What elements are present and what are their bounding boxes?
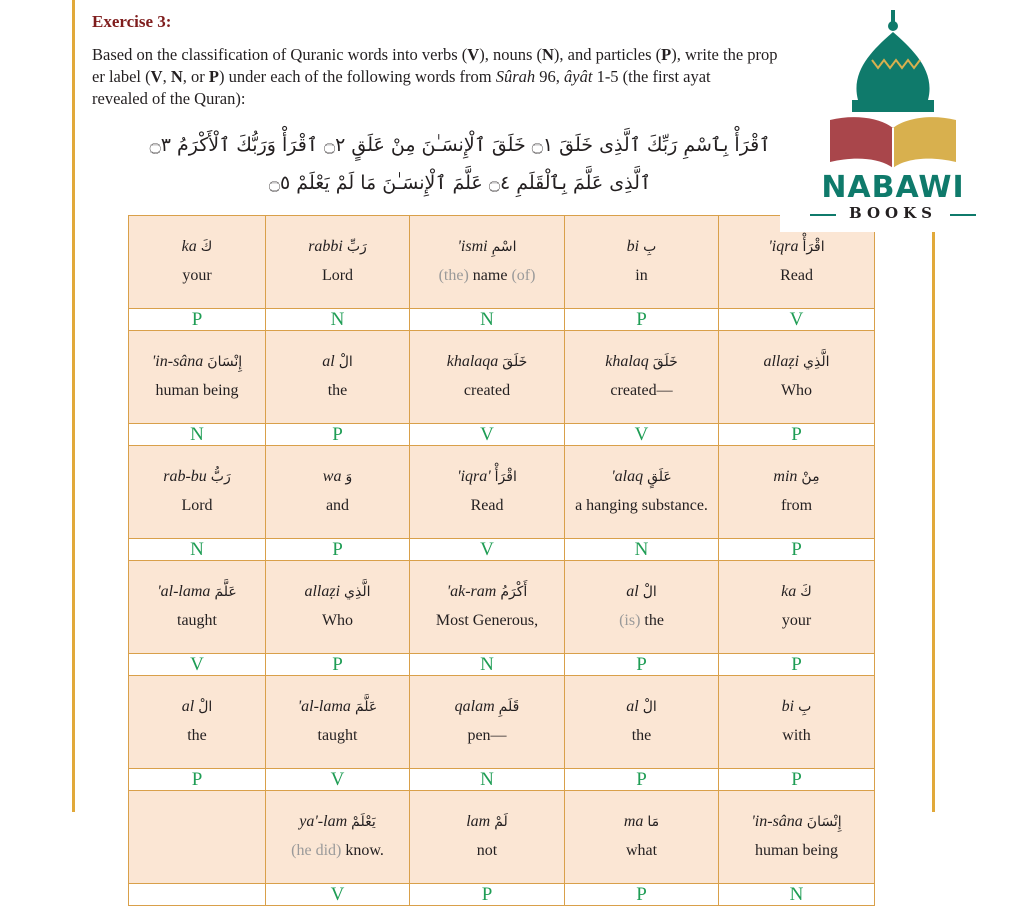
word-arabic: رَبِّ — [346, 239, 367, 255]
gloss-text: a hanging substance. — [575, 497, 708, 514]
word-cell — [719, 791, 875, 884]
instruction-segment: er label ( — [92, 67, 151, 86]
word-gloss — [410, 724, 564, 748]
word-cell — [129, 446, 266, 539]
word-transliteration: 'in-sâna — [151, 353, 204, 370]
word-gloss — [266, 724, 409, 748]
gloss-text: the — [631, 727, 652, 744]
word-gloss — [129, 379, 265, 403]
word-transliteration-line — [719, 351, 874, 373]
word-arabic: عَلَّمَ — [354, 699, 378, 715]
word-arabic: وَ — [345, 469, 353, 485]
word-gloss — [410, 494, 564, 518]
word-gloss — [266, 264, 409, 288]
page-border-left — [72, 0, 75, 812]
answer-label: V — [410, 424, 565, 446]
gloss-text: name — [468, 267, 512, 284]
instruction-segment: ) under each of the following words from — [218, 67, 496, 86]
answer-label: N — [129, 424, 266, 446]
word-arabic: يَعْلَمْ — [351, 814, 376, 830]
instruction-segment: V — [467, 45, 480, 64]
answer-label: P — [266, 424, 410, 446]
instruction-segment: N — [170, 67, 183, 86]
word-cell — [565, 791, 719, 884]
word-transliteration: rabbi — [308, 238, 343, 255]
answer-row — [129, 884, 875, 906]
answer-label: P — [719, 654, 875, 676]
word-arabic: مَا — [647, 814, 660, 830]
word-transliteration: al — [626, 583, 639, 600]
word-cell — [266, 216, 410, 309]
answer-label: P — [565, 654, 719, 676]
gloss-text: your — [182, 267, 212, 284]
word-row — [129, 216, 875, 309]
word-cell — [719, 331, 875, 424]
exercise-instructions — [92, 44, 792, 110]
word-transliteration: al — [322, 353, 335, 370]
gloss-text: taught — [317, 727, 358, 744]
word-transliteration-line — [266, 581, 409, 603]
exercise-title: Exercise 3: — [92, 12, 172, 31]
word-cell — [410, 216, 565, 309]
word-transliteration-line — [565, 696, 718, 718]
word-transliteration-line — [129, 696, 265, 718]
gloss-text: Read — [470, 497, 504, 514]
word-arabic: مِنْ — [801, 469, 820, 485]
answer-label: N — [410, 654, 565, 676]
word-transliteration-line — [719, 581, 874, 603]
word-gloss — [410, 264, 564, 288]
gloss-text: and — [325, 497, 350, 514]
word-cell — [410, 561, 565, 654]
word-arabic: أَكْرَمُ — [500, 584, 528, 600]
word-gloss — [410, 609, 564, 633]
instruction-line — [92, 44, 792, 66]
word-gloss — [266, 609, 409, 633]
gloss-implied: (he did) — [291, 842, 342, 859]
answer-label: V — [565, 424, 719, 446]
gloss-text: created— — [610, 382, 673, 399]
answer-label: P — [410, 884, 565, 906]
word-cell — [129, 331, 266, 424]
word-cell — [719, 561, 875, 654]
word-gloss — [129, 494, 265, 518]
instruction-segment: ), and particles ( — [553, 45, 662, 64]
word-transliteration-line — [719, 811, 874, 833]
word-arabic: إِنْسَانَ — [806, 814, 842, 830]
word-gloss — [565, 494, 718, 518]
answer-row — [129, 424, 875, 446]
answer-label: N — [266, 309, 410, 331]
word-transliteration-line — [565, 351, 718, 373]
word-cell — [565, 676, 719, 769]
word-transliteration: 'alaq — [611, 468, 644, 485]
word-cell — [266, 331, 410, 424]
word-cell — [565, 331, 719, 424]
gloss-text: in — [635, 267, 648, 284]
word-cell — [266, 446, 410, 539]
instruction-segment: Sûrah — [495, 67, 536, 86]
word-arabic: الْ — [198, 699, 213, 715]
instruction-segment: Based on the classification of Quranic words into verbs ( — [92, 45, 468, 64]
word-arabic: بِ — [798, 699, 812, 715]
answer-row — [129, 654, 875, 676]
answer-label: P — [129, 769, 266, 791]
word-transliteration-line — [266, 696, 409, 718]
word-transliteration: al — [181, 698, 195, 715]
gloss-text: your — [781, 612, 812, 629]
word-gloss — [565, 609, 718, 633]
word-transliteration-line — [410, 351, 564, 373]
instruction-segment: 1-5 (the first ayat — [592, 67, 711, 86]
answer-row — [129, 539, 875, 561]
answer-label: P — [719, 539, 875, 561]
word-cell — [719, 446, 875, 539]
gloss-text: Who — [780, 382, 813, 399]
word-transliteration: allaẓi — [763, 353, 800, 370]
answer-label: P — [719, 424, 875, 446]
word-gloss — [266, 379, 409, 403]
word-transliteration-line — [410, 696, 564, 718]
answer-label: N — [410, 769, 565, 791]
word-arabic: اقْرَأْ — [494, 469, 517, 485]
word-transliteration-line — [266, 466, 409, 488]
word-gloss — [266, 839, 409, 863]
word-arabic: الْ — [642, 699, 657, 715]
answer-label: N — [410, 309, 565, 331]
instruction-line — [92, 88, 792, 110]
instruction-segment: ), write the prop — [671, 45, 778, 64]
word-transliteration-line — [266, 236, 409, 258]
word-transliteration-line — [719, 466, 874, 488]
word-transliteration-line — [410, 811, 564, 833]
word-arabic: عَلَّمَ — [214, 584, 237, 600]
word-transliteration-line — [129, 351, 265, 373]
logo-name: NABAWI — [821, 170, 965, 205]
word-transliteration-line — [719, 696, 874, 718]
word-transliteration: 'al-lama — [297, 698, 351, 715]
word-transliteration: min — [773, 468, 798, 485]
word-transliteration: al — [626, 698, 639, 715]
classification-table — [128, 215, 875, 906]
word-cell — [266, 561, 410, 654]
word-arabic: رَبُّ — [210, 469, 231, 485]
instruction-segment: 96, — [535, 67, 565, 86]
gloss-implied: (is) — [619, 612, 641, 629]
word-gloss — [719, 264, 874, 288]
word-transliteration: ma — [623, 813, 644, 830]
word-cell — [266, 676, 410, 769]
word-transliteration: rab-bu — [163, 468, 207, 485]
word-cell — [410, 676, 565, 769]
word-transliteration-line — [266, 811, 409, 833]
logo-divider-right — [950, 214, 976, 216]
answer-label: P — [565, 769, 719, 791]
word-transliteration-line — [565, 811, 718, 833]
word-arabic: قَلَمِ — [498, 699, 520, 715]
word-cell — [565, 561, 719, 654]
word-gloss — [719, 724, 874, 748]
word-transliteration: khalaq — [605, 353, 649, 370]
word-arabic: الَّذِي — [803, 354, 830, 370]
word-gloss — [266, 494, 409, 518]
gloss-text: the — [327, 382, 348, 399]
answer-label: V — [719, 309, 875, 331]
word-gloss — [719, 609, 874, 633]
word-arabic: اقْرَأْ — [802, 239, 825, 255]
answer-label: P — [266, 654, 410, 676]
word-row — [129, 561, 875, 654]
gloss-implied: (the) — [438, 267, 469, 284]
instruction-segment: revealed of the Quran): — [92, 89, 246, 108]
word-gloss — [565, 379, 718, 403]
answer-label: P — [266, 539, 410, 561]
gloss-text: Lord — [181, 497, 213, 514]
word-transliteration-line — [410, 581, 564, 603]
word-cell — [129, 216, 266, 309]
gloss-text: Most Generous, — [435, 612, 539, 629]
word-transliteration: ya'-lam — [299, 813, 348, 830]
word-gloss — [410, 379, 564, 403]
word-transliteration-line — [129, 581, 265, 603]
instruction-segment: , — [162, 67, 171, 86]
word-gloss — [719, 839, 874, 863]
answer-label: N — [565, 539, 719, 561]
word-transliteration: bi — [781, 698, 795, 715]
word-transliteration: 'ak-ram — [446, 583, 497, 600]
instruction-segment: P — [661, 45, 672, 64]
word-arabic: إِنْسَانَ — [207, 354, 243, 370]
gloss-text: the — [640, 612, 664, 629]
word-cell — [410, 446, 565, 539]
word-transliteration: lam — [466, 813, 491, 830]
word-transliteration-line — [410, 466, 564, 488]
word-transliteration: 'ismi — [457, 238, 488, 255]
gloss-text: human being — [155, 382, 239, 399]
word-gloss — [719, 494, 874, 518]
instruction-segment: P — [208, 67, 219, 86]
word-cell — [266, 791, 410, 884]
answer-row — [129, 309, 875, 331]
word-arabic: كَ — [200, 239, 213, 255]
word-transliteration: ka — [781, 583, 797, 600]
instruction-segment: V — [150, 67, 163, 86]
answer-label: N — [129, 539, 266, 561]
gloss-text: the — [187, 727, 207, 744]
word-gloss — [129, 609, 265, 633]
word-transliteration-line — [266, 351, 409, 373]
instruction-segment: N — [542, 45, 554, 64]
word-gloss — [719, 379, 874, 403]
word-transliteration-line — [129, 236, 265, 258]
word-transliteration-line — [719, 236, 874, 258]
word-transliteration: 'iqra' — [457, 468, 491, 485]
word-transliteration-line — [565, 581, 718, 603]
word-cell — [129, 791, 266, 884]
word-row — [129, 446, 875, 539]
word-arabic: بِ — [643, 239, 657, 255]
word-transliteration: ka — [181, 238, 197, 255]
word-row — [129, 676, 875, 769]
word-transliteration: 'iqra — [768, 238, 799, 255]
word-arabic: الْ — [642, 584, 657, 600]
answer-label: V — [266, 884, 410, 906]
word-cell — [410, 791, 565, 884]
word-arabic: الْ — [338, 354, 353, 370]
word-transliteration-line — [565, 466, 718, 488]
word-gloss — [410, 839, 564, 863]
word-transliteration-line — [565, 236, 718, 258]
word-transliteration: qalam — [454, 698, 495, 715]
gloss-text: know. — [341, 842, 384, 859]
answer-label: P — [129, 309, 266, 331]
word-transliteration-line — [129, 466, 265, 488]
word-gloss — [565, 264, 718, 288]
answer-label: N — [719, 884, 875, 906]
gloss-text: Lord — [321, 267, 354, 284]
answer-label: V — [410, 539, 565, 561]
arabic-verse-line-1: ٱقْرَأْ بِٱسْمِ رَبِّكَ ٱلَّذِى خَلَقَ ۝١ خَلَقَ ٱلْإِنسَـٰنَ مِنْ عَلَقٍ ۝٢ ٱقْرَأْ وَرَبُّكَ ٱلْأَكْرَمُ ۝٣ — [149, 134, 771, 156]
word-arabic: عَلَقٍ — [647, 469, 672, 485]
gloss-text: what — [625, 842, 658, 859]
instruction-segment: , or — [182, 67, 209, 86]
gloss-text: Who — [321, 612, 354, 629]
instruction-segment: ), nouns ( — [479, 45, 542, 64]
answer-label: V — [266, 769, 410, 791]
gloss-text: taught — [177, 612, 217, 629]
word-arabic: كَ — [800, 584, 812, 600]
nabawi-books-logo — [780, 0, 1024, 232]
word-transliteration: 'al-lama — [157, 583, 211, 600]
word-cell — [129, 561, 266, 654]
word-gloss — [129, 264, 265, 288]
instruction-segment: âyât — [564, 67, 593, 86]
word-cell — [565, 446, 719, 539]
word-gloss — [129, 724, 265, 748]
answer-row — [129, 769, 875, 791]
gloss-text: human being — [754, 842, 839, 859]
word-arabic: خَلَقَ — [652, 354, 678, 370]
logo-subtitle: BOOKS — [849, 204, 937, 222]
gloss-text: pen— — [467, 727, 507, 744]
gloss-text: created — [463, 382, 511, 399]
word-arabic: اسْمِ — [491, 239, 517, 255]
word-arabic: لَمْ — [494, 814, 508, 830]
word-transliteration: wa — [322, 468, 342, 485]
answer-label: P — [565, 309, 719, 331]
gloss-text: with — [782, 727, 811, 744]
arabic-verse-line-2: ٱلَّذِى عَلَّمَ بِٱلْقَلَمِ ۝٤ عَلَّمَ ٱلْإِنسَـٰنَ مَا لَمْ يَعْلَمْ ۝٥ — [268, 172, 652, 194]
word-arabic: الَّذِي — [344, 584, 371, 600]
word-transliteration: allaẓi — [304, 583, 341, 600]
word-transliteration: 'in-sâna — [751, 813, 803, 830]
word-arabic: خَلَقَ — [502, 354, 528, 370]
word-row — [129, 791, 875, 884]
word-cell — [565, 216, 719, 309]
gloss-text: Read — [780, 267, 813, 284]
answer-label — [129, 884, 266, 906]
word-transliteration: khalaqa — [446, 353, 499, 370]
word-gloss — [565, 839, 718, 863]
word-cell — [410, 331, 565, 424]
gloss-text: not — [476, 842, 498, 859]
instruction-line — [92, 66, 792, 88]
word-transliteration: bi — [626, 238, 640, 255]
word-cell — [129, 676, 266, 769]
word-cell — [719, 676, 875, 769]
gloss-text: from — [780, 497, 813, 514]
word-gloss — [565, 724, 718, 748]
answer-label: V — [129, 654, 266, 676]
gloss-implied: (of) — [511, 267, 536, 284]
word-transliteration-line — [410, 236, 564, 258]
word-row — [129, 331, 875, 424]
answer-label: P — [565, 884, 719, 906]
answer-label: P — [719, 769, 875, 791]
